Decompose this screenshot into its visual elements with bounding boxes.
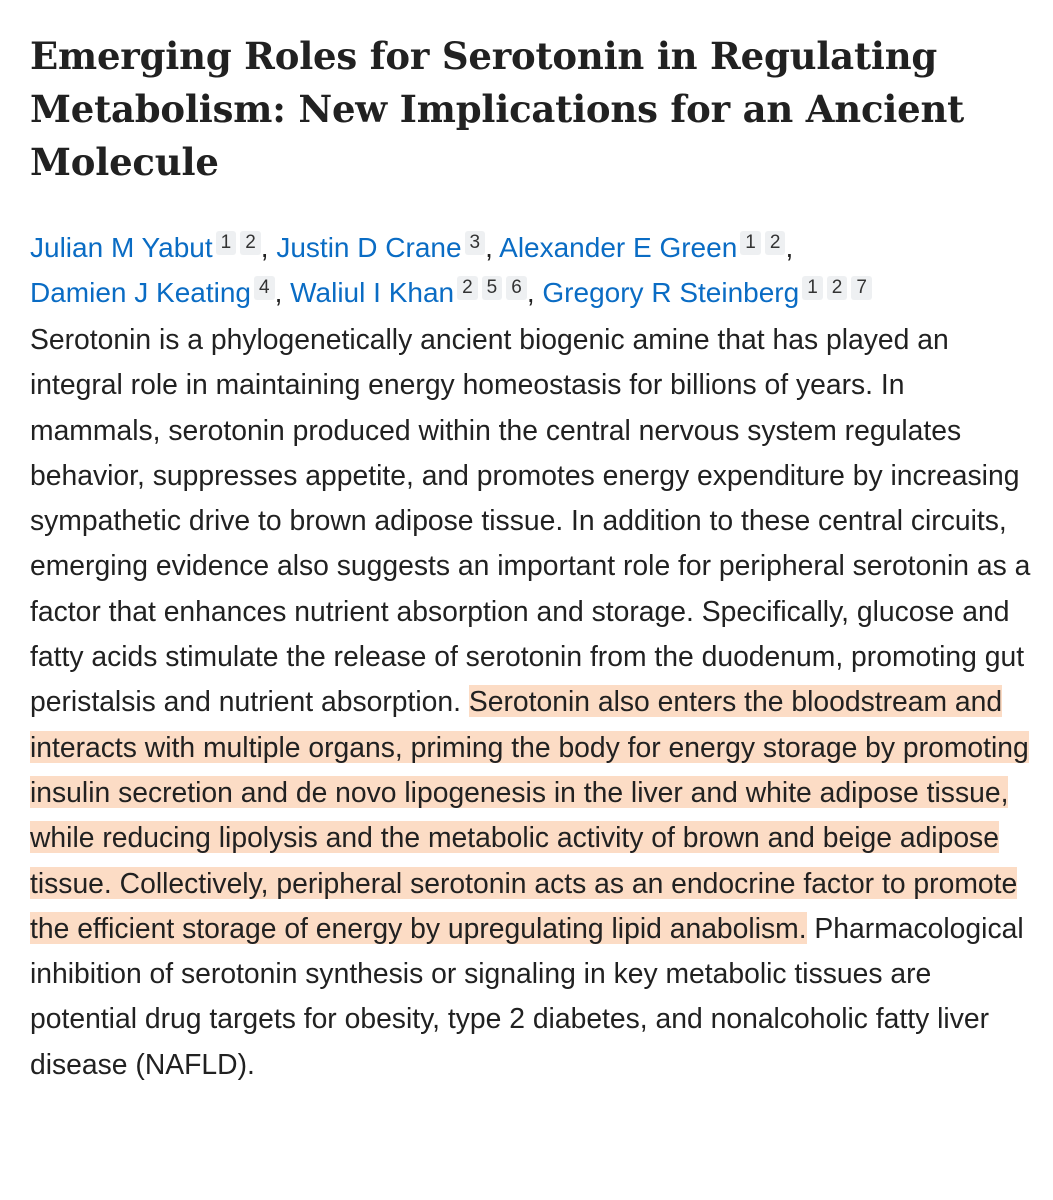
article-page bbox=[30, 30, 1030, 1087]
author-separator: , bbox=[485, 232, 500, 263]
author-list bbox=[30, 225, 1030, 315]
author-entry bbox=[542, 277, 872, 308]
affiliation-badge[interactable]: 1 bbox=[740, 231, 761, 255]
abstract-text-after: Pharmacological inhibition of serotonin synthesis or signaling in key metabolic tissues are potential drug targets for obesity, type 2 diabetes, and nonalcoholic fatty liver disease (NAFLD). bbox=[30, 911, 1024, 1080]
affiliation-badge[interactable]: 3 bbox=[465, 231, 486, 255]
author-separator: , bbox=[526, 277, 543, 308]
author-link[interactable]: Julian M Yabut bbox=[30, 232, 213, 263]
affiliation-badge[interactable]: 4 bbox=[254, 276, 275, 300]
affiliation-badge[interactable]: 5 bbox=[482, 276, 503, 300]
author-entry bbox=[30, 277, 275, 308]
affiliation-badge[interactable]: 2 bbox=[827, 276, 848, 300]
author-separator: , bbox=[785, 232, 794, 263]
author-entry bbox=[499, 232, 785, 263]
article-title: Emerging Roles for Serotonin in Regulating Metabolism: New Implications for an Ancient Molecule bbox=[30, 34, 965, 184]
affiliation-badge[interactable]: 2 bbox=[240, 231, 261, 255]
author-separator: , bbox=[260, 232, 277, 263]
author-separator: , bbox=[274, 277, 291, 308]
author-link[interactable]: Alexander E Green bbox=[499, 232, 738, 263]
affiliation-badge[interactable]: 7 bbox=[851, 276, 872, 300]
affiliation-badge[interactable]: 1 bbox=[216, 231, 237, 255]
affiliation-badge[interactable]: 2 bbox=[457, 276, 478, 300]
author-link[interactable]: Damien J Keating bbox=[30, 277, 252, 308]
abstract-highlight: Serotonin also enters the bloodstream and interacts with multiple organs, priming the body for energy storage by promoting insulin secretion and de novo lipogenesis in the liver and white adipose tissue, while reducing lipolysis and the metabolic activity of brown and beige adipose tissue. Collectively, peripheral serotonin acts as an endocrine factor to promote the efficient storage of energy by upregulating lipid anabolism. bbox=[30, 685, 1029, 944]
author-link[interactable]: Gregory R Steinberg bbox=[542, 277, 800, 308]
affiliation-badge[interactable]: 1 bbox=[802, 276, 823, 300]
affiliation-badge[interactable]: 6 bbox=[506, 276, 527, 300]
author-entry bbox=[30, 232, 261, 263]
affiliation-badge[interactable]: 2 bbox=[765, 231, 786, 255]
author-link[interactable]: Waliul I Khan bbox=[290, 277, 455, 308]
author-entry bbox=[290, 277, 527, 308]
author-link[interactable]: Justin D Crane bbox=[276, 232, 462, 263]
author-entry bbox=[276, 232, 485, 263]
abstract-text bbox=[30, 317, 1035, 1087]
abstract-text-before: Serotonin is a phylogenetically ancient biogenic amine that has played an integral role in maintaining energy homeostasis for billions of years. In mammals, serotonin produced within the central nervous system regulates behavior, suppresses appetite, and promotes energy expenditure by increasing sympathetic drive to brown adipose tissue. In addition to these central circuits, emerging evidence also suggests an important role for peripheral serotonin as a factor that enhances nutrient absorption and storage. Specifically, glucose and fatty acids stimulate the release of serotonin from the duodenum, promoting gut peristalsis and nutrient absorption. bbox=[30, 323, 1031, 718]
